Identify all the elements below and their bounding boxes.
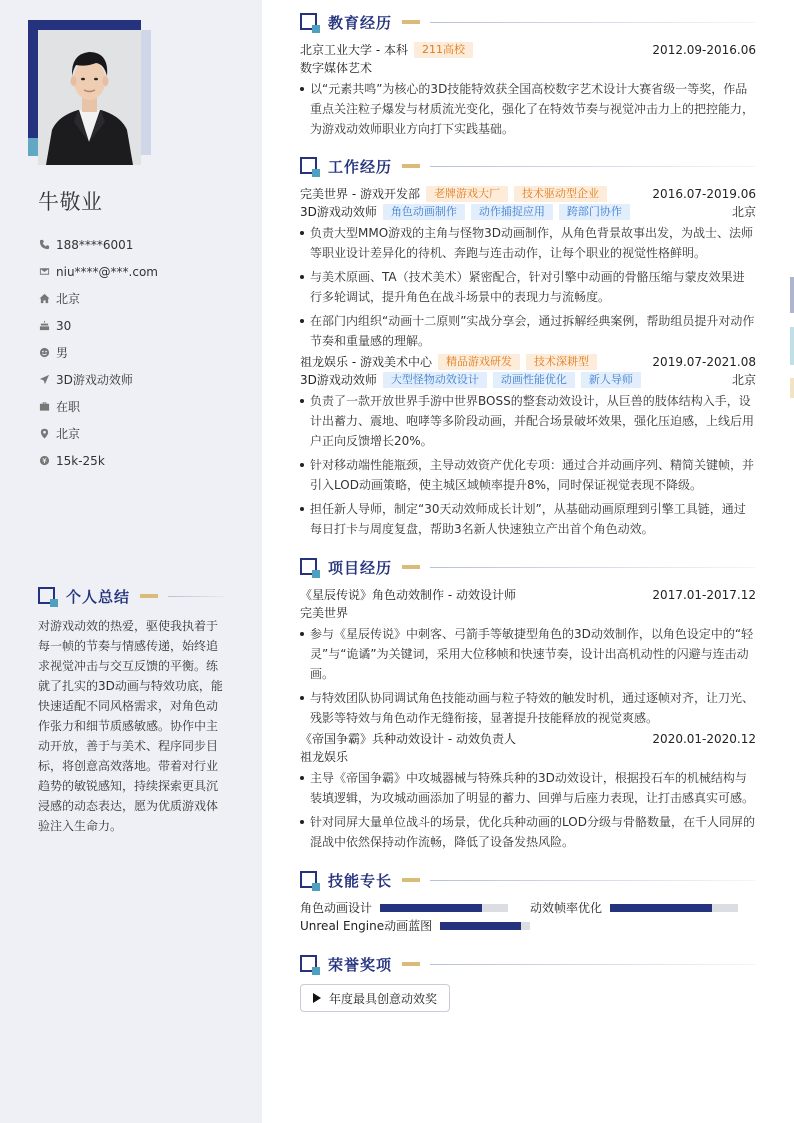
company-name: 祖龙娱乐 - 游戏美术中心 <box>300 355 432 369</box>
info-status <box>38 393 158 420</box>
section-divider <box>430 964 756 965</box>
awards-heading <box>300 953 756 975</box>
photo-frame <box>28 20 152 166</box>
role-tag: 动作捕捉应用 <box>471 204 553 220</box>
projects-section <box>300 556 756 856</box>
edge-marker <box>790 327 794 365</box>
briefcase-icon <box>38 401 50 413</box>
section-title: 荣誉奖项 <box>328 955 393 974</box>
skill-bar-fill <box>380 904 482 912</box>
info-text: niu****@***.com <box>56 264 158 279</box>
info-text: 在职 <box>56 400 81 414</box>
skill-bar-fill <box>610 904 712 912</box>
role-tag: 跨部门协作 <box>559 204 630 220</box>
project-org: 完美世界 <box>300 606 349 620</box>
section-gold-bar <box>402 565 420 569</box>
company-tag: 技术驱动型企业 <box>514 186 607 202</box>
info-text: 3D游戏动效师 <box>56 373 133 387</box>
info-text: 北京 <box>56 292 81 306</box>
avatar <box>38 30 141 165</box>
sidebar <box>0 0 262 1123</box>
job-date: 2016.07-2019.06 <box>652 187 756 201</box>
send-icon <box>38 374 50 386</box>
phone-icon <box>38 239 50 251</box>
role-tag: 大型怪物动效设计 <box>383 372 487 388</box>
summary-text: 对游戏动效的热爱，驱使我执着于每一帧的节奏与情感传递，始终追求视觉冲击与交互反馈的平衡。练就了扎实的3D动画与特效功底，能快速适配不同风格需求，对角色动作张力和细节质感敏感。协作中主动开放，善于与美术、程序同步目标，将创意高效落地。带着对行业趋势的敏锐感知，持续探索更具沉浸感的动态表达，愿为优质游戏体验注入生命力。 <box>38 619 223 833</box>
project-entry <box>300 586 756 728</box>
list-item: 与特效团队协同调试角色技能动画与粒子特效的触发时机，通过逐帧对齐，让刀光、残影等特效与角色动作无缝衔接，显著提升技能释放的视觉爽感。 <box>300 688 756 728</box>
project-name: 《星辰传说》角色动效制作 - 动效设计师 <box>300 588 516 602</box>
section-gold-bar <box>140 594 158 598</box>
education-date: 2012.09-2016.06 <box>652 43 756 57</box>
cake-icon <box>38 320 50 332</box>
job-city: 北京 <box>731 205 756 219</box>
section-title: 个人总结 <box>66 587 131 606</box>
section-gold-bar <box>402 878 420 882</box>
skill-bar-track <box>610 904 738 912</box>
school-name: 北京工业大学 - 本科 <box>300 43 408 57</box>
skill-bar-track <box>380 904 508 912</box>
job-role: 3D游戏动效师 <box>300 373 377 387</box>
work-heading <box>300 155 756 177</box>
info-text: 15k-25k <box>56 453 105 468</box>
project-name: 《帝国争霸》兵种动效设计 - 动效负责人 <box>300 732 516 746</box>
contact-info-list <box>38 231 158 474</box>
section-title: 教育经历 <box>328 13 393 32</box>
job-city: 北京 <box>731 373 756 387</box>
skill-bar-track <box>440 922 530 930</box>
section-divider <box>430 567 756 568</box>
summary-heading <box>38 585 224 607</box>
gender-icon <box>38 347 50 359</box>
info-text: 北京 <box>56 427 81 441</box>
portrait-image <box>38 30 141 165</box>
skill-bar-fill <box>440 922 521 930</box>
job-role: 3D游戏动效师 <box>300 205 377 219</box>
edge-marker <box>790 277 794 313</box>
role-tag: 角色动画制作 <box>383 204 465 220</box>
info-text: 30 <box>56 318 72 333</box>
play-triangle-icon <box>313 993 321 1003</box>
project-date: 2017.01-2017.12 <box>652 588 756 602</box>
company-tag: 技术深耕型 <box>526 354 597 370</box>
skill-name: 动效帧率优化 <box>530 901 603 915</box>
projects-heading <box>300 556 756 578</box>
section-divider <box>430 22 756 23</box>
project-row <box>300 730 756 748</box>
section-square-icon <box>300 558 319 577</box>
section-square-icon <box>300 955 319 974</box>
list-item: 与美术原画、TA（技术美术）紧密配合，针对引擎中动画的骨骼压缩与蒙皮效果进行多轮调试，提升角色在战斗场景中的表现力与流畅度。 <box>300 267 756 307</box>
skill-item <box>300 917 530 935</box>
edge-marker <box>790 378 794 398</box>
info-city <box>38 420 158 447</box>
project-bullets <box>300 624 756 728</box>
info-text: 男 <box>56 346 69 360</box>
job-date: 2019.07-2021.08 <box>652 355 756 369</box>
education-section <box>300 11 756 143</box>
home-icon <box>38 293 50 305</box>
skill-item <box>530 899 756 917</box>
skills-section <box>300 869 756 935</box>
education-row <box>300 41 756 59</box>
list-item: 以“元素共鸣”为核心的3D技能特效获全国高校数字艺术设计大赛省级一等奖，作品重点关注粒子爆发与材质流光变化，强化了在特效节奏与视觉冲击力上的把控能力，为游戏动效师职业方向打下实践基础。 <box>300 79 756 139</box>
project-date: 2020.01-2020.12 <box>652 732 756 746</box>
list-item: 在部门内组织“动画十二原则”实战分享会，通过拆解经典案例，帮助组员提升对动作节奏和重量感的理解。 <box>300 311 756 351</box>
section-gold-bar <box>402 164 420 168</box>
company-row <box>300 185 756 203</box>
info-gender <box>38 339 158 366</box>
skills-grid <box>300 899 756 935</box>
info-salary <box>38 447 158 474</box>
salary-icon <box>38 455 50 467</box>
section-divider <box>168 596 224 597</box>
job-bullets <box>300 391 756 539</box>
list-item: 主导《帝国争霸》中攻城器械与特殊兵种的3D动效设计，根据投石车的机械结构与装填逻辑，为攻城动画添加了明显的蓄力、回弹与后座力表现，让打击感真实可感。 <box>300 768 756 808</box>
section-gold-bar <box>402 962 420 966</box>
info-email <box>38 258 158 285</box>
section-title: 工作经历 <box>328 157 393 176</box>
project-org: 祖龙娱乐 <box>300 750 349 764</box>
list-item: 参与《星辰传说》中刺客、弓箭手等敏捷型角色的3D动效制作，以角色设定中的“轻灵”与“诡谲”为关键词，采用大位移帧和快速节奏，设计出高机动性的闪避与连击动画。 <box>300 624 756 684</box>
job-entry <box>300 353 756 539</box>
project-row <box>300 586 756 604</box>
company-tag: 老牌游戏大厂 <box>426 186 508 202</box>
role-row <box>300 371 756 389</box>
skill-name: Unreal Engine动画蓝图 <box>300 919 433 933</box>
section-divider <box>430 166 756 167</box>
info-phone <box>38 231 158 258</box>
project-bullets <box>300 768 756 852</box>
info-position <box>38 366 158 393</box>
job-entry <box>300 185 756 351</box>
role-tag: 动画性能优化 <box>493 372 575 388</box>
info-home <box>38 285 158 312</box>
school-tag: 211高校 <box>414 42 473 58</box>
mail-icon <box>38 266 50 278</box>
skills-heading <box>300 869 756 891</box>
section-title: 项目经历 <box>328 558 393 577</box>
info-text: 188****6001 <box>56 237 134 252</box>
list-item: 担任新人导师，制定“30天动效师成长计划”，从基础动画原理到引擎工具链，通过每日打卡与周度复盘，帮助3名新人快速独立产出首个角色动效。 <box>300 499 756 539</box>
list-item: 负责大型MMO游戏的主角与怪物3D动画制作，从角色背景故事出发，为战士、法师等职业设计差异化的待机、奔跑与连击动作，让每个职业的视觉性格鲜明。 <box>300 223 756 263</box>
awards-section <box>300 953 756 1012</box>
list-item: 针对同屏大量单位战斗的场景，优化兵种动画的LOD分级与骨骼数量，在千人同屏的混战中依然保持动作流畅，降低了设备发热风险。 <box>300 812 756 852</box>
role-row <box>300 203 756 221</box>
section-gold-bar <box>402 20 420 24</box>
education-heading <box>300 11 756 33</box>
company-tag: 精品游戏研发 <box>438 354 520 370</box>
award-item-button[interactable] <box>300 984 450 1012</box>
company-name: 完美世界 - 游戏开发部 <box>300 187 420 201</box>
info-age <box>38 312 158 339</box>
section-divider <box>430 880 756 881</box>
section-title: 技能专长 <box>328 871 393 890</box>
job-bullets <box>300 223 756 351</box>
award-label: 年度最具创意动效奖 <box>329 991 438 1006</box>
skill-item <box>300 899 530 917</box>
section-square-icon <box>38 587 57 606</box>
skill-name: 角色动画设计 <box>300 901 373 915</box>
candidate-name: 牛敬业 <box>38 190 103 214</box>
project-entry <box>300 730 756 852</box>
location-pin-icon <box>38 428 50 440</box>
company-row <box>300 353 756 371</box>
major: 数字媒体艺术 <box>300 61 373 75</box>
list-item: 负责了一款开放世界手游中世界BOSS的整套动效设计，从巨兽的肢体结构入手，设计出蓄力、震地、咆哮等多阶段动画，并配合场景破坏效果，强化压迫感，上线后用户正向反馈增长20%。 <box>300 391 756 451</box>
role-tag: 新人导师 <box>581 372 641 388</box>
list-item: 针对移动端性能瓶颈，主导动效资产优化专项：通过合并动画序列、精简关键帧，并引入LOD动画策略，使主城区域帧率提升8%，同时保证视觉表现不降级。 <box>300 455 756 495</box>
section-square-icon <box>300 157 319 176</box>
education-bullets <box>300 79 756 139</box>
work-section <box>300 155 756 543</box>
section-square-icon <box>300 13 319 32</box>
section-square-icon <box>300 871 319 890</box>
